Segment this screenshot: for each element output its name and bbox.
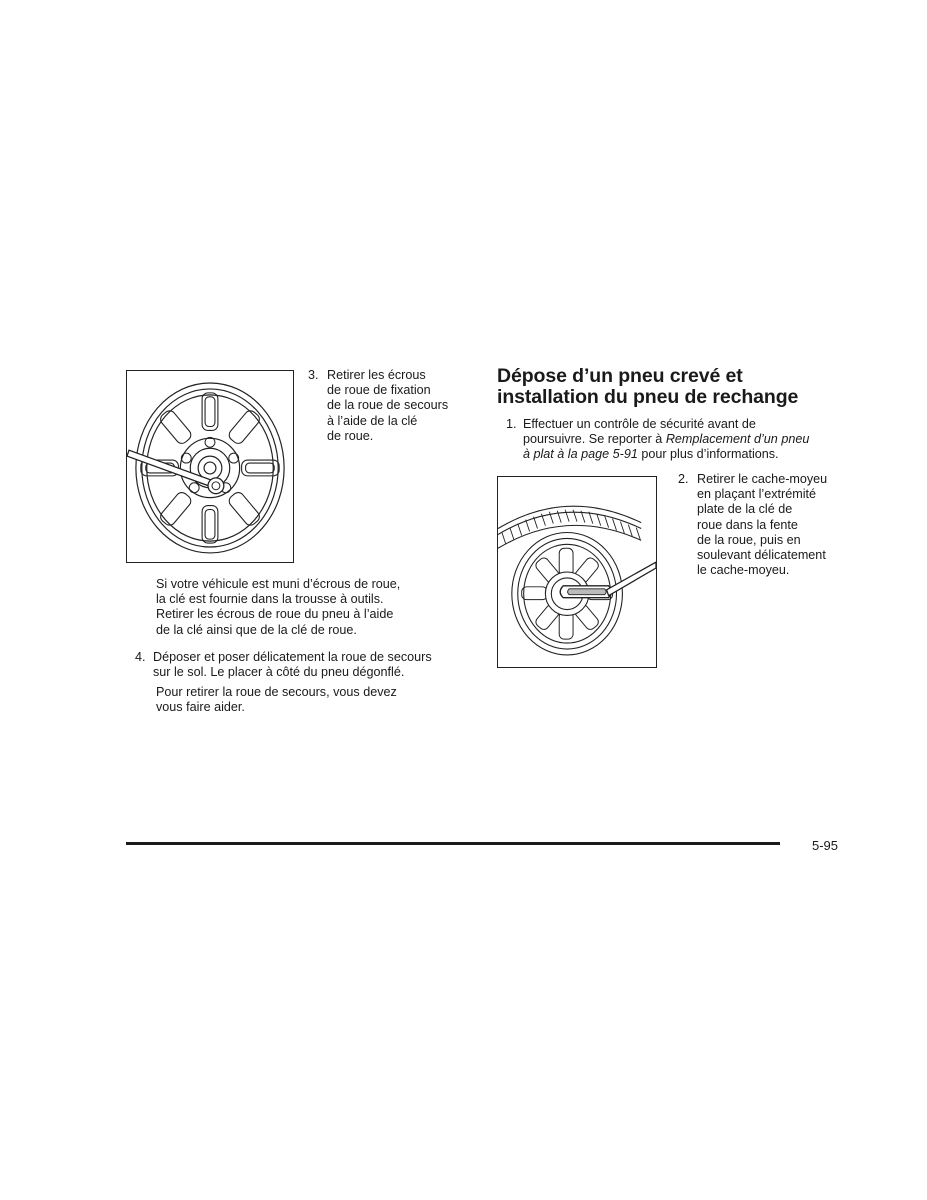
figure-hub-cap-removal (497, 476, 657, 668)
lock-nut-note (156, 577, 476, 638)
step-4-text (135, 650, 475, 680)
step-2-line: Retirer le cache-moyeu (697, 472, 828, 486)
step-2-number: 2. (678, 472, 689, 486)
page-number: 5-95 (812, 838, 839, 853)
hub-cap-wrench-illustration (498, 477, 656, 667)
step-2-line: plate de la clé de (697, 502, 793, 517)
step-2-line: le cache-moyeu. (697, 563, 790, 578)
heading-line: installation du pneu de rechange (497, 386, 799, 408)
step-4-number: 4. (135, 650, 146, 664)
step-3-line: de la roue de secours (327, 398, 449, 413)
heading-line: Dépose d’un pneu crevé et (497, 365, 743, 387)
note-line: la clé est fournie dans la trousse à outils. (156, 592, 384, 607)
wheel-wrench-illustration (127, 371, 293, 562)
step-3-number: 3. (308, 368, 319, 382)
step-3-line: de roue. (327, 428, 374, 443)
step-1-number: 1. (506, 417, 517, 431)
note-line: Retirer les écrous de roue du pneu à l’aide (156, 607, 394, 622)
step-1-text-plain: poursuivre. Se reporter à (523, 432, 666, 447)
step-4-line: Déposer et poser délicatement la roue de secours (153, 650, 432, 664)
step-3-line: à l’aide de la clé (327, 413, 418, 428)
figure-wheel-lug-nut-removal (126, 370, 294, 563)
step-1-text-plain: pour plus d’informations. (637, 447, 779, 462)
step-2-line: roue dans la fente (697, 517, 798, 532)
step-2-text (678, 472, 848, 578)
note-line: de la clé ainsi que de la clé de roue. (156, 622, 357, 637)
step-4-note-line: Pour retirer la roue de secours, vous devez (156, 685, 397, 699)
step-1-line-3 (523, 447, 846, 462)
step-1-line-2 (523, 432, 846, 447)
cross-reference-link[interactable]: à plat à la page 5-91 (523, 447, 638, 462)
step-2-line: en plaçant l’extrémité (697, 487, 817, 502)
step-4-note (156, 685, 476, 715)
step-2-line: soulevant délicatement (697, 548, 826, 563)
cross-reference-link[interactable]: Remplacement d’un pneu (665, 432, 810, 447)
section-heading (497, 366, 798, 408)
step-4-note-line: vous faire aider. (156, 700, 245, 715)
step-2-line: de la roue, puis en (697, 532, 801, 547)
step-1-line: Effectuer un contrôle de sécurité avant de (523, 417, 756, 431)
step-3-text (308, 368, 478, 444)
footer-rule (126, 842, 780, 845)
step-1-text (506, 417, 846, 463)
step-3-line: de roue de fixation (327, 383, 431, 398)
step-3-line: Retirer les écrous (327, 368, 426, 382)
note-line: Si votre véhicule est muni d’écrous de roue, (156, 577, 401, 591)
step-4-line: sur le sol. Le placer à côté du pneu dégonflé. (153, 665, 405, 680)
